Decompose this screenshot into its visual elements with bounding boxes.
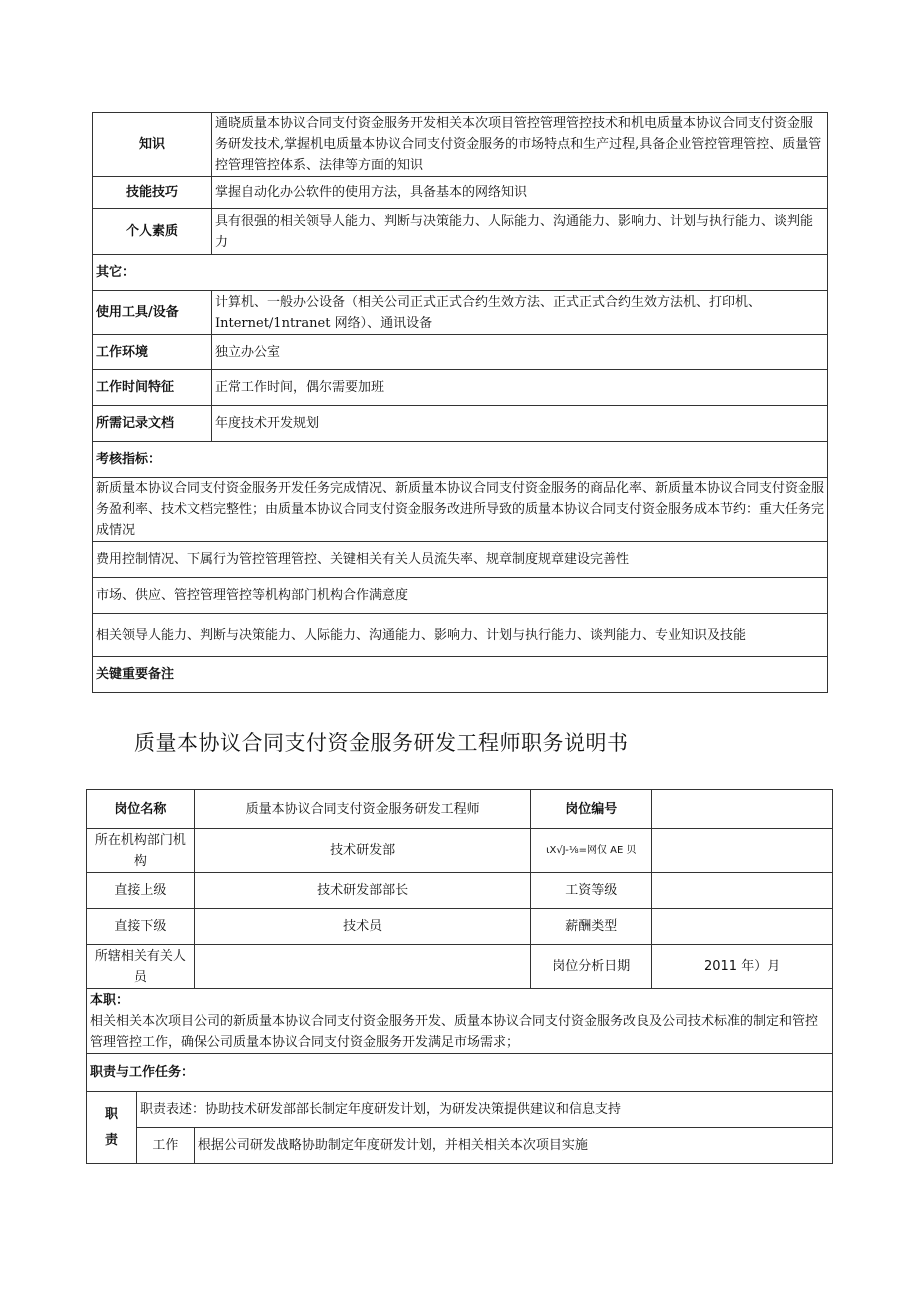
- quality-label: 个人素质: [93, 209, 212, 255]
- duty-label: 本职：: [90, 993, 130, 1008]
- quality-text: 具有很强的相关领导人能力、判断与决策能力、人际能力、沟通能力、影响力、计划与执行能力、谈判能力: [212, 209, 828, 255]
- duty-section: [87, 989, 833, 1054]
- related-staff-value: [194, 945, 530, 989]
- superior-label: 直接上级: [87, 873, 195, 909]
- remarks-label: 关键重要备注: [93, 657, 828, 693]
- position-code-label: 岗位编号: [531, 790, 652, 829]
- responsibility-side-char: 职: [104, 1106, 118, 1122]
- knowledge-text: 通晓质量本协议合同支付资金服务开发相关本次项目管控管理管控技术和机电质量本协议合同支付资金服务研发技术,掌握机电质量本协议合同支付资金服务的市场特点和生产过程,具备企业管控管理管控、质量管控管理管控体系、法律等方面的知识: [212, 113, 828, 177]
- other-label: 其它：: [93, 255, 828, 291]
- env-text: 独立办公室: [212, 335, 828, 370]
- subordinate-value: 技术员: [194, 909, 530, 945]
- job-description-table: [86, 789, 833, 1164]
- tools-text: 计算机、一般办公设备（相关公司正式正式合约生效方法、正式正式合约生效方法机、打印机、Internet/1ntranet 网络）、通讯设备: [212, 291, 828, 335]
- skills-text: 掌握自动化办公软件的使用方法，具备基本的网络知识: [212, 177, 828, 209]
- time-text: 正常工作时间，偶尔需要加班: [212, 370, 828, 406]
- kpi-item: 相关领导人能力、判断与决策能力、人际能力、沟通能力、影响力、计划与执行能力、谈判能力、专业知识及技能: [93, 614, 828, 657]
- responsibility-side-char: 责: [104, 1132, 118, 1148]
- responsibility-side-label: [87, 1092, 137, 1164]
- work-label: 工作: [136, 1128, 194, 1164]
- grade-value: [652, 873, 833, 909]
- department-label: 所在机构部门机构: [87, 829, 195, 873]
- superior-value: 技术研发部部长: [194, 873, 530, 909]
- pay-type-label: 薪酬类型: [531, 909, 652, 945]
- responsibility-description: 职责表述：协助技术研发部部长制定年度研发计划，为研发决策提供建议和信息支持: [136, 1092, 832, 1128]
- responsibilities-label: 职责与工作任务：: [87, 1054, 833, 1092]
- subordinate-label: 直接下级: [87, 909, 195, 945]
- requirements-table: [92, 112, 828, 693]
- docs-label: 所需记录文档: [93, 406, 212, 442]
- analysis-date-value: 2011 年）月: [652, 945, 833, 989]
- kpi-item: 新质量本协议合同支付资金服务开发任务完成情况、新质量本协议合同支付资金服务的商品化率、新质量本协议合同支付资金服务盈利率、技术文档完整性；由质量本协议合同支付资金服务改进所导致的质量本协议合同支付资金服务成本节约：重大任务完成情况: [93, 478, 828, 542]
- department-value: 技术研发部: [194, 829, 530, 873]
- related-staff-label: 所辖相关有关人员: [87, 945, 195, 989]
- docs-text: 年度技术开发规划: [212, 406, 828, 442]
- work-text: 根据公司研发战略协助制定年度研发计划，并相关相关本次项目实施: [194, 1128, 832, 1164]
- duty-text: 相关相关本次项目公司的新质量本协议合同支付资金服务开发、质量本协议合同支付资金服务改良及公司技术标准的制定和管控管理管控工作，确保公司质量本协议合同支付资金服务开发满足市场需求；: [90, 1014, 819, 1050]
- tools-label: 使用工具/设备: [93, 291, 212, 335]
- position-name-value: 质量本协议合同支付资金服务研发工程师: [194, 790, 530, 829]
- analysis-date-label: 岗位分析日期: [531, 945, 652, 989]
- env-label: 工作环境: [93, 335, 212, 370]
- knowledge-label: 知识: [93, 113, 212, 177]
- skills-label: 技能技巧: [93, 177, 212, 209]
- position-name-label: 岗位名称: [87, 790, 195, 829]
- page-title: 质量本协议合同支付资金服务研发工程师职务说明书: [134, 731, 629, 755]
- time-label: 工作时间特征: [93, 370, 212, 406]
- grade-label: 工资等级: [531, 873, 652, 909]
- department-right-value: [652, 829, 833, 873]
- pay-type-value: [652, 909, 833, 945]
- position-code-value: [652, 790, 833, 829]
- department-right-label: ιX√J-⅛=网仅 AE 贝: [531, 829, 652, 873]
- kpi-label: 考核指标：: [93, 442, 828, 478]
- kpi-item: 市场、供应、管控管理管控等机构部门机构合作满意度: [93, 578, 828, 614]
- kpi-item: 费用控制情况、下属行为管控管理管控、关键相关有关人员流失率、规章制度规章建设完善性: [93, 542, 828, 578]
